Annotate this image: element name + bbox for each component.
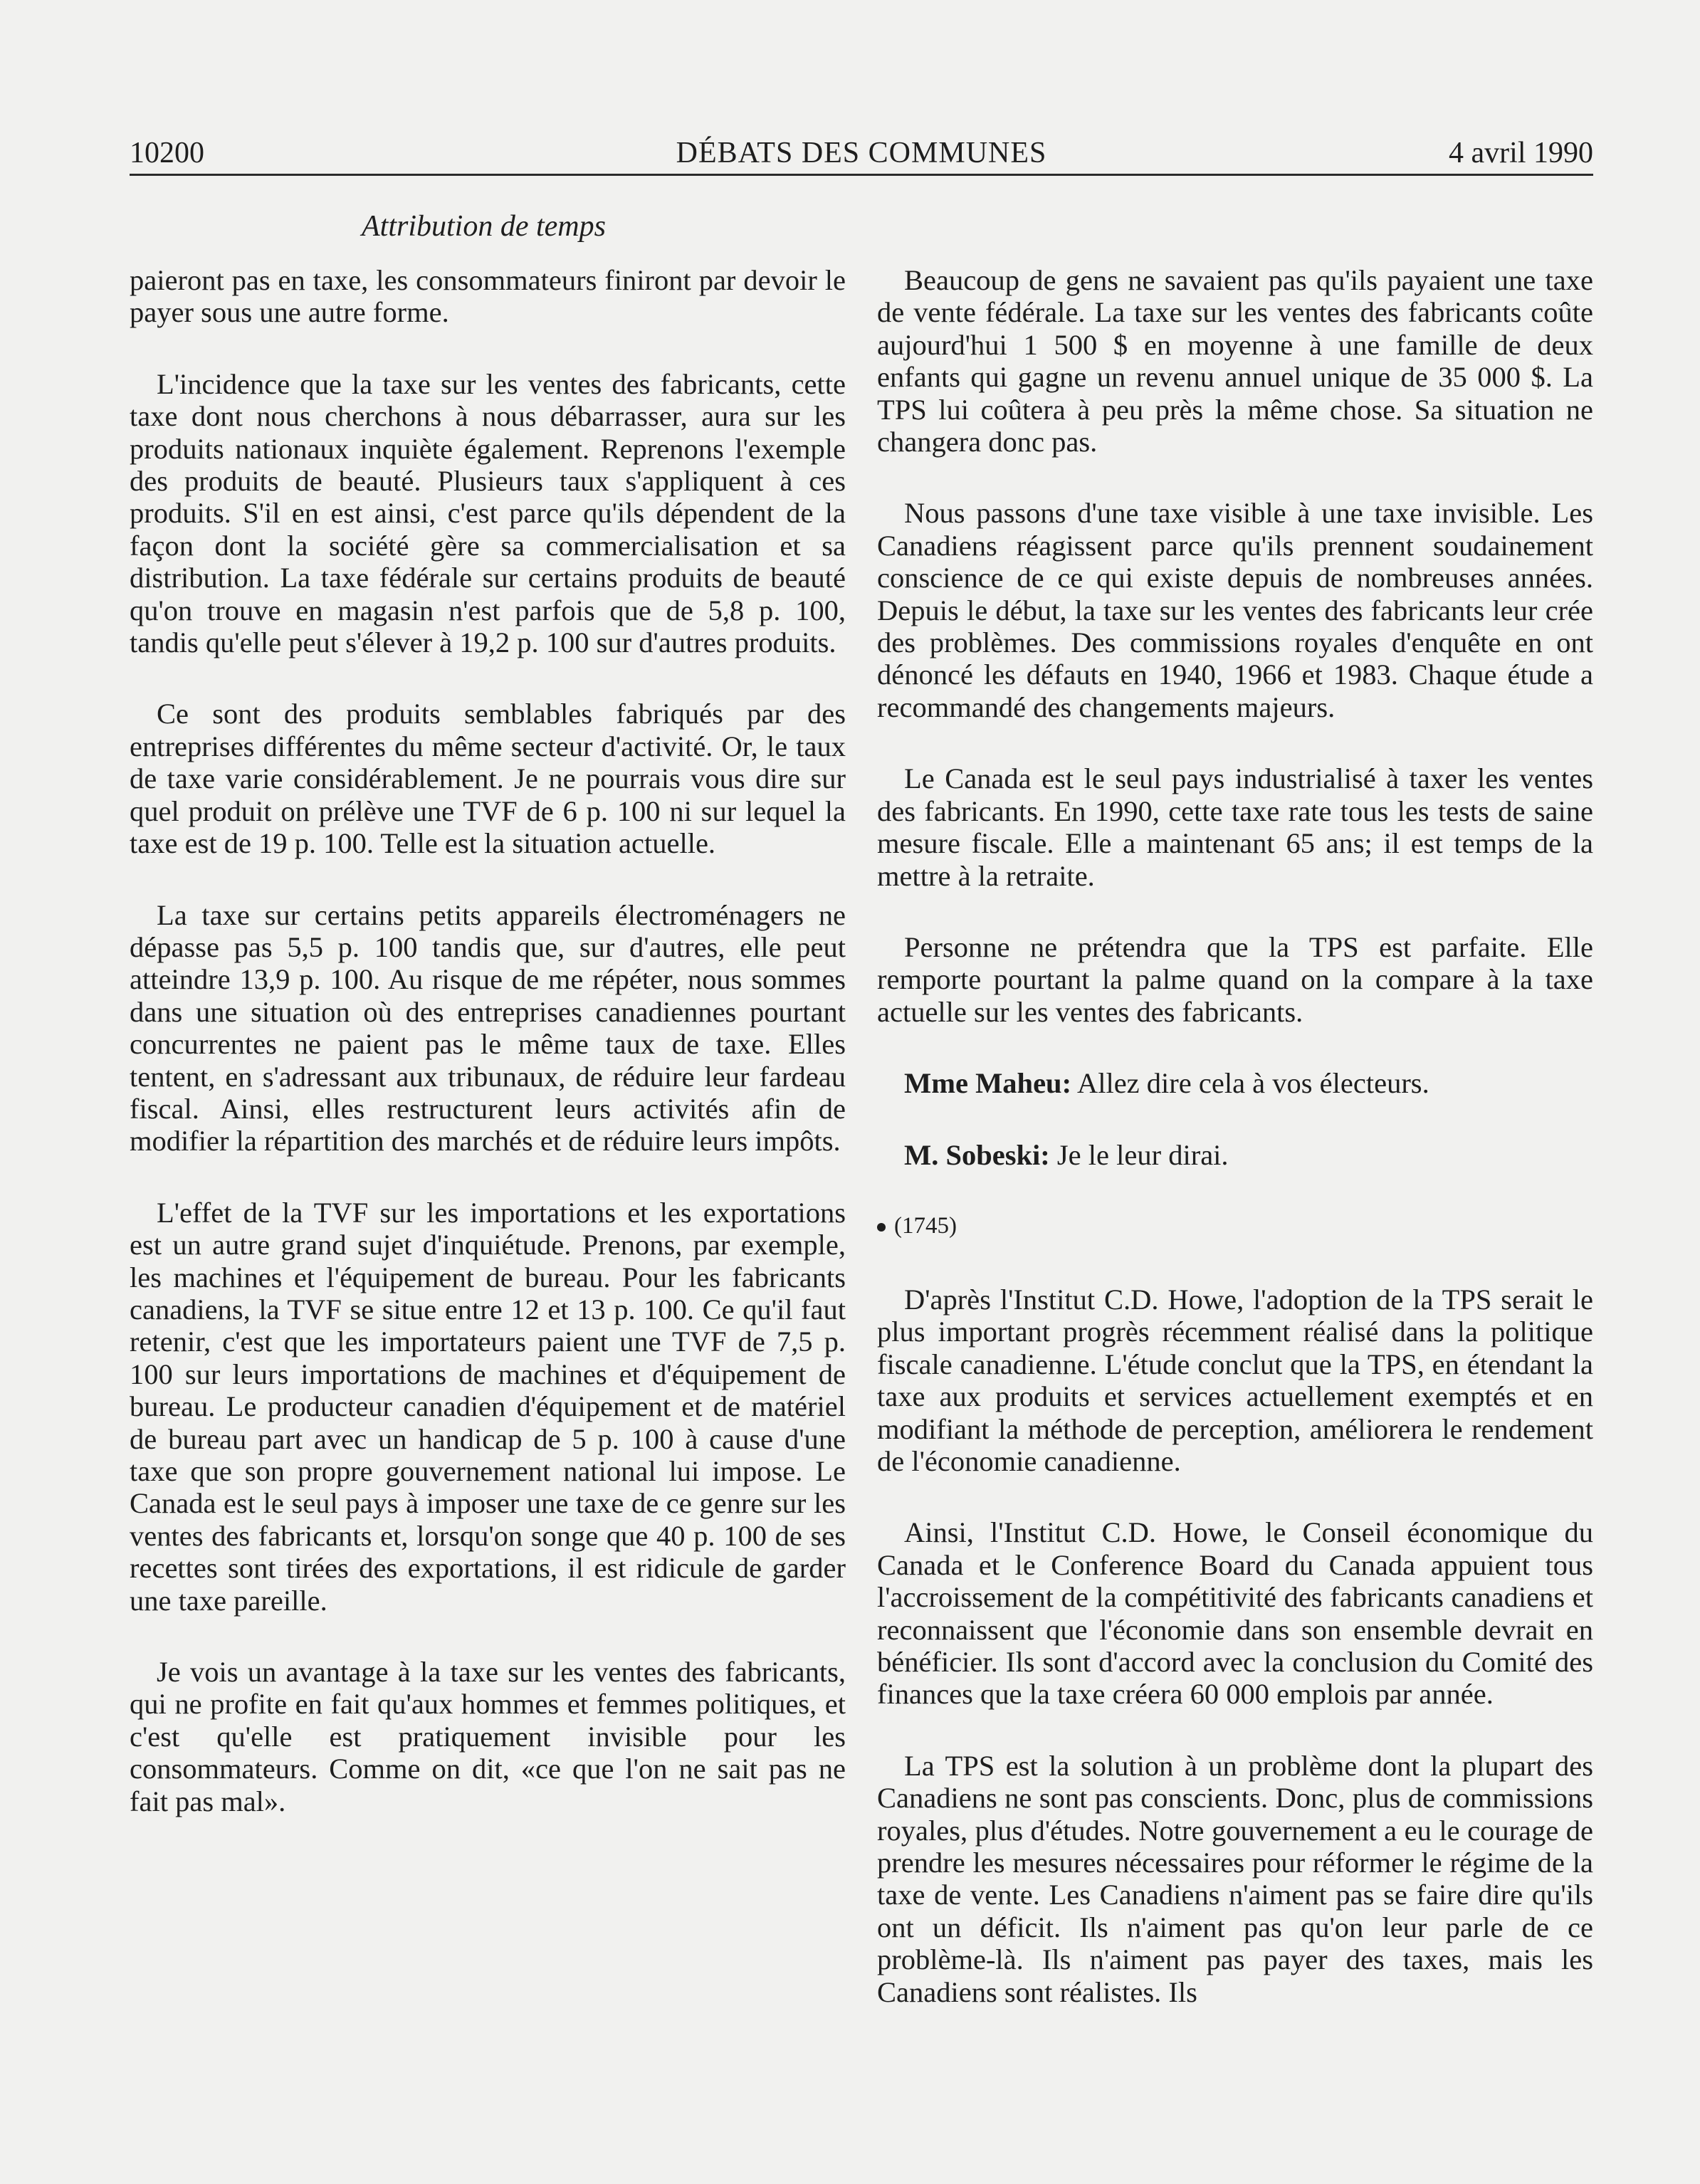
header-date: 4 avril 1990: [1449, 137, 1593, 169]
interjection-text: Allez dire cela à vos électeurs.: [1071, 1067, 1429, 1100]
paragraph: Nous passons d'une taxe visible à une taxe invisible. Les Canadiens réagissent parce qu'ils prennent soudainement conscience de ce qui existe depuis de nombreuses années. Depuis le début, la taxe sur les ventes des fabricants leur crée des problèmes. Des commissions royales d'enquête en ont dénoncé les défauts en 1940, 1966 et 1983. Chaque étude a recommandé des changements majeurs.: [877, 497, 1593, 723]
paragraph: D'après l'Institut C.D. Howe, l'adoption de la TPS serait le plus important progrès récemment réalisé dans la politique fiscale canadienne. L'étude conclut que la TPS, en étendant la taxe aux produits et services actuellement exemptés et en modifiant la méthode de perception, améliorera le rendement de l'économie canadienne.: [877, 1283, 1593, 1477]
time-marker: [877, 1210, 1593, 1242]
header-rule: [130, 174, 1593, 176]
paragraph: Je vois un avantage à la taxe sur les ventes des fabricants, qui ne profite en fait qu'aux hommes et femmes politiques, et c'est qu'elle est pratiquement invisible pour les consommateurs. Comme on dit, «ce que l'on ne sait pas ne fait pas mal».: [130, 1656, 846, 1817]
interjection: [877, 1139, 1593, 1171]
interjection: [877, 1067, 1593, 1099]
paragraph: L'effet de la TVF sur les importations et les exportations est un autre grand sujet d'inquiétude. Prenons, par exemple, les machines et l'équipement de bureau. Pour les fabricants canadiens, la TVF se situe entre 12 et 13 p. 100. Ce qu'il faut retenir, c'est que les importateurs paient une TVF de 7,5 p. 100 sur leurs importations de machines et d'équipement de bureau. Le producteur canadien d'équipement et de matériel de bureau part avec un handicap de 5 p. 100 à cause d'une taxe que son propre gouvernement national lui impose. Le Canada est le seul pays à imposer une taxe de ce genre sur les ventes des fabricants et, lorsqu'on songe que 40 p. 100 de ses recettes sont tirées des exportations, il est ridicule de garder une taxe pareille.: [130, 1196, 846, 1617]
paragraph: Le Canada est le seul pays industrialisé à taxer les ventes des fabricants. En 1990, cette taxe rate tous les tests de saine mesure fiscale. Elle a maintenant 65 ans; il est temps de la mettre à la retraite.: [877, 762, 1593, 892]
page-header: [130, 132, 1593, 174]
publication-title: DÉBATS DES COMMUNES: [676, 137, 1047, 169]
paragraph: L'incidence que la taxe sur les ventes des fabricants, cette taxe dont nous cherchons à nous débarrasser, aura sur les produits nationaux inquiète également. Reprenons l'exemple des produits de beauté. Plusieurs taux s'appliquent à ces produits. S'il en est ainsi, c'est parce qu'ils dépendent de la façon dont la société gère sa commercialisation et sa distribution. La taxe fédérale sur certains produits de beauté qu'on trouve en magasin n'est parfois que de 5,8 p. 100, tandis qu'elle peut s'élever à 19,2 p. 100 sur d'autres produits.: [130, 367, 846, 659]
page-number: 10200: [130, 137, 204, 169]
paragraph: paieront pas en taxe, les consommateurs finiront par devoir le payer sous une autre forme.: [130, 264, 846, 329]
paragraph: La TPS est la solution à un problème dont la plupart des Canadiens ne sont pas conscients. Donc, plus de commissions royales, plus d'études. Notre gouvernement a eu le courage de prendre les mesures nécessaires pour réformer le régime de la taxe de vente. Les Canadiens n'aiment pas se faire dire qu'ils ont un déficit. Ils n'aiment pas qu'on leur parle de ce problème-là. Ils n'aiment pas payer des taxes, mais les Canadiens sont réalistes. Ils: [877, 1749, 1593, 2008]
time-marker-text: (1745): [894, 1212, 957, 1239]
interjection-text: Je le leur dirai.: [1049, 1138, 1229, 1171]
speaker-name: M. Sobeski:: [904, 1138, 1050, 1171]
bullet-icon: [877, 1223, 886, 1232]
section-title: Attribution de temps: [362, 210, 606, 243]
paragraph: Beaucoup de gens ne savaient pas qu'ils payaient une taxe de vente fédérale. La taxe sur les ventes des fabricants coûte aujourd'hui 1 500 $ en moyenne à une famille de deux enfants qui gagne un revenu annuel unique de 35 000 $. La TPS lui coûtera à peu près la même chose. Sa situation ne changera donc pas.: [877, 264, 1593, 458]
paragraph: La taxe sur certains petits appareils électroménagers ne dépasse pas 5,5 p. 100 tandis que, sur d'autres, elle peut atteindre 13,9 p. 100. Au risque de me répéter, nous sommes dans une situation où des entreprises canadiennes pourtant concurrentes ne paient pas le même taux de taxe. Elles tentent, en s'adressant aux tribunaux, de réduire leur fardeau fiscal. Ainsi, elles restructurent leurs activités afin de modifier la répartition des marchés et de réduire leurs impôts.: [130, 898, 846, 1157]
paragraph: Personne ne prétendra que la TPS est parfaite. Elle remporte pourtant la palme quand on la compare à la taxe actuelle sur les ventes des fabricants.: [877, 930, 1593, 1028]
paragraph: Ce sont des produits semblables fabriqués par des entreprises différentes du même secteur d'activité. Or, le taux de taxe varie considérablement. Je ne pourrais vous dire sur quel produit on prélève une TVF de 6 p. 100 ni sur lequel la taxe est de 19 p. 100. Telle est la situation actuelle.: [130, 698, 846, 860]
right-column: [877, 264, 1593, 2047]
left-column: [130, 264, 846, 1857]
speaker-name: Mme Maheu:: [904, 1067, 1072, 1100]
paragraph: Ainsi, l'Institut C.D. Howe, le Conseil économique du Canada et le Conference Board du Canada appuient tous l'accroissement de la compétitivité des fabricants canadiens et reconnaissent que l'économie dans son ensemble devrait en bénéficier. Ils sont d'accord avec la conclusion du Comité des finances que la taxe créera 60 000 emplois par année.: [877, 1516, 1593, 1711]
